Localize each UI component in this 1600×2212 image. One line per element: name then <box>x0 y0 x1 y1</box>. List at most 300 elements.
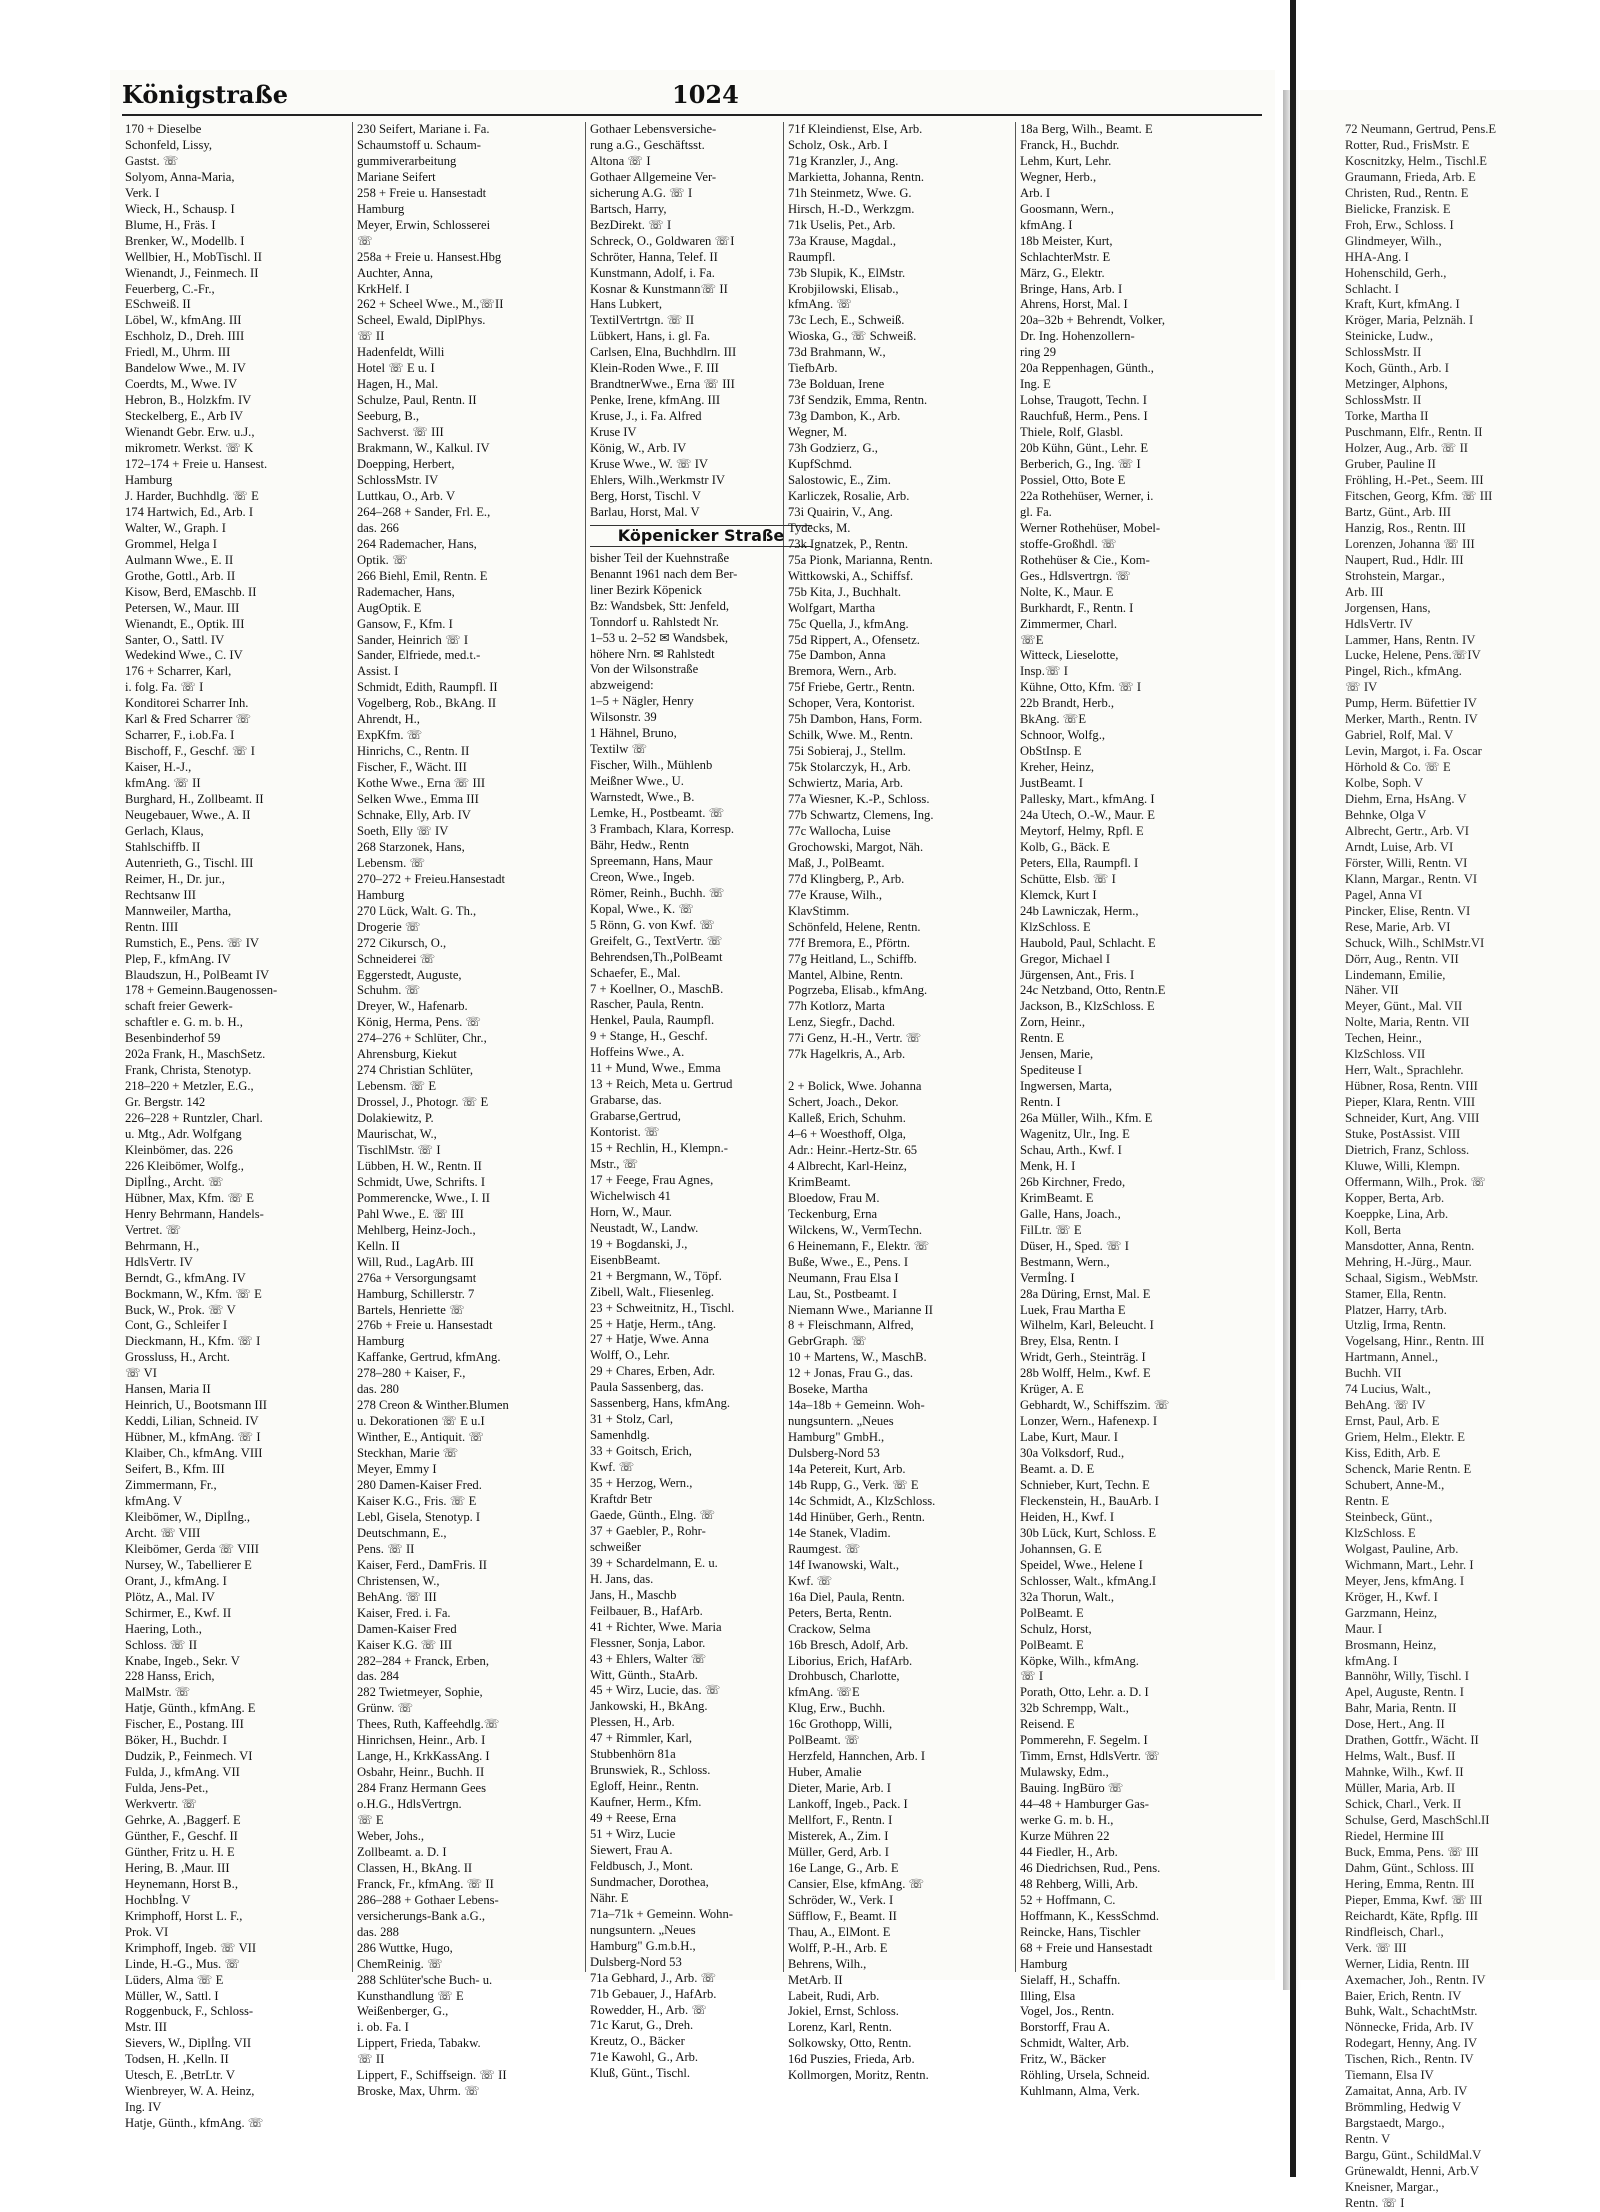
directory-entry: Wieck, H., Schausp. I <box>125 201 235 216</box>
directory-entry: 13 + Reich, Meta u. Gertrud <box>590 1077 733 1092</box>
directory-entry: Raumgest. ☏ <box>788 1541 861 1556</box>
directory-entry: Textilw ☏ <box>590 742 648 757</box>
directory-entry: Pommerencke, Wwe., I. II <box>357 1190 491 1205</box>
directory-entry: nungsuntern. „Neues <box>788 1414 894 1429</box>
directory-entry: TextilVertrtgn. ☏ II <box>590 313 695 328</box>
directory-entry: Hansen, Maria II <box>125 1382 211 1397</box>
directory-entry: Hohenschild, Gerh., <box>1345 265 1447 280</box>
directory-entry: Adr.: Heinr.-Hertz-Str. 65 <box>788 1143 918 1157</box>
directory-entry: Beamt. a. D. E <box>1020 1462 1095 1477</box>
directory-entry: 17 + Feege, Frau Agnes, <box>590 1172 714 1187</box>
directory-column-5 <box>1020 122 1242 2100</box>
directory-entry: GebrGraph. ☏ <box>788 1334 867 1349</box>
directory-entry: Plessen, H., Arb. <box>590 1715 675 1730</box>
directory-entry: Klaiber, Ch., kfmAng. VIII <box>125 1446 263 1461</box>
directory-entry: Hans Lubkert, <box>590 297 663 312</box>
directory-entry: Schulze, Paul, Rentn. II <box>357 393 477 408</box>
directory-entry: o.H.G., HdlsVertrgn. <box>357 1797 462 1812</box>
directory-entry: Schlacht. I <box>1345 281 1399 296</box>
directory-entry: Grothe, Gottl., Arb. II <box>125 568 236 583</box>
directory-entry: Diehm, Erna, HsAng. V <box>1345 792 1467 807</box>
directory-entry: Lorenzen, Johanna ☏ III <box>1345 536 1475 551</box>
directory-entry: Köpke, Wilh., kfmAng. <box>1020 1653 1139 1668</box>
directory-entry: Fritz, W., Bäcker <box>1020 2052 1106 2067</box>
directory-entry: Selken Wwe., Emma III <box>357 792 479 807</box>
directory-entry: abzweigend: <box>590 678 654 693</box>
directory-entry: König, W., Arb. IV <box>590 441 687 456</box>
directory-entry: Seeburg, B., <box>357 409 420 424</box>
directory-entry: Koscnitzky, Helm., Tischl.E <box>1345 153 1487 168</box>
directory-entry: 262 + Scheel Wwe., M.,☏II <box>357 297 504 312</box>
directory-entry: Fröhling, H.-Pet., Seem. III <box>1345 472 1484 487</box>
directory-entry: 51 + Wirz, Lucie <box>590 1827 676 1842</box>
directory-entry: Dieter, Marie, Arb. I <box>788 1781 892 1796</box>
directory-entry: Thau, A., ElMont. E <box>788 1924 891 1939</box>
directory-entry: Feldbusch, J., Mont. <box>590 1858 693 1873</box>
directory-entry: Bischoff, F., Geschf. ☏ I <box>125 744 255 759</box>
directory-entry: Walter, W., Graph. I <box>125 520 226 535</box>
directory-entry: Schirmer, E., Kwf. II <box>125 1605 232 1620</box>
directory-entry: Lippert, F., Schiffseign. ☏ II <box>357 2068 507 2083</box>
directory-entry: ExpKfm. ☏ <box>357 728 423 743</box>
directory-entry: 1 Hähnel, Bruno, <box>590 726 677 741</box>
directory-entry: Grabarse, das. <box>590 1093 662 1108</box>
directory-entry: Müller, W., Sattl. I <box>125 1988 219 2003</box>
directory-entry: Steinicke, Ludw., <box>1345 329 1434 344</box>
directory-entry: Behrendsen,Th.,PolBeamt <box>590 949 723 964</box>
directory-entry: 77b Schwartz, Clemens, Ing. <box>788 807 934 822</box>
directory-entry: BezDirekt. ☏ I <box>590 217 672 232</box>
directory-entry: 73c Lech, E., Schweiß. <box>788 313 905 328</box>
directory-entry: kfmAng. I <box>1020 217 1073 232</box>
directory-entry: Gr. Bergstr. 142 <box>125 1095 206 1110</box>
directory-entry: Rowedder, H., Arb. ☏ <box>590 2002 708 2017</box>
directory-entry: Löbel, W., kfmAng. III <box>125 313 242 328</box>
directory-entry: Tydecks, M. <box>788 520 851 535</box>
directory-entry: 9 + Stange, H., Geschf. <box>590 1029 708 1044</box>
directory-entry: Menk, H. I <box>1020 1158 1076 1173</box>
directory-entry: Kröger, Maria, Pelznäh. I <box>1345 313 1474 328</box>
directory-entry: Kontorist. ☏ <box>590 1125 660 1140</box>
directory-entry: 18a Berg, Wilh., Beamt. E <box>1020 122 1153 136</box>
directory-entry: Neustadt, W., Landw. <box>590 1220 699 1235</box>
directory-entry: Glindmeyer, Wilh., <box>1345 233 1442 248</box>
directory-entry: Dolakiewitz, P. <box>357 1111 434 1126</box>
directory-entry: HHA-Ang. I <box>1345 249 1409 264</box>
directory-entry: Lankoff, Ingeb., Pack. I <box>788 1797 908 1812</box>
directory-entry: Sander, Elfriede, med.t.- <box>357 648 481 663</box>
directory-entry: ESchweiß. II <box>125 297 191 312</box>
directory-entry: Soeth, Elly ☏ IV <box>357 823 449 838</box>
directory-entry: 37 + Gaebler, P., Rohr- <box>590 1523 706 1538</box>
directory-entry: Hörhold & Co. ☏ E <box>1345 760 1451 775</box>
directory-entry: Cansier, Else, kfmAng. ☏ <box>788 1876 925 1891</box>
directory-entry: Riedel, Hermine III <box>1345 1828 1444 1843</box>
directory-entry: Hamburg <box>1020 1956 1068 1971</box>
directory-entry: BehAng. ☏ IV <box>1345 1398 1426 1413</box>
directory-entry: Rentn. ☏ I <box>1345 2195 1405 2210</box>
directory-entry: Neumann, Frau Elsa I <box>788 1270 899 1285</box>
directory-entry: Heynemann, Horst B., <box>125 1876 238 1891</box>
directory-entry: Plep, F., kfmAng. IV <box>125 951 231 966</box>
directory-entry: Sundmacher, Dorothea, <box>590 1874 709 1889</box>
directory-entry: Dudzik, P., Feinmech. VI <box>125 1749 253 1764</box>
directory-entry: 71c Karut, G., Dreh. <box>590 2018 694 2033</box>
directory-entry: 7 + Koellner, O., MaschB. <box>590 981 724 996</box>
directory-entry: Stuke, PostAssist. VIII <box>1345 1127 1461 1142</box>
directory-entry: Strohstein, Margar., <box>1345 568 1445 583</box>
directory-entry: Kleibömer, W., Diplİng., <box>125 1509 251 1524</box>
directory-entry: Mansdotter, Anna, Rentn. <box>1345 1238 1475 1253</box>
directory-entry: 264 Rademacher, Hans, <box>357 536 477 551</box>
directory-entry: Lemke, H., Postbeamt. ☏ <box>590 806 725 821</box>
directory-entry: 226 Kleibömer, Wolfg., <box>125 1158 244 1173</box>
directory-entry: Solkowsky, Otto, Rentn. <box>788 2036 912 2051</box>
directory-entry: 178 + Gemeinn.Baugenossen- <box>125 983 278 998</box>
directory-entry: 280 Damen-Kaiser Fred. <box>357 1478 482 1493</box>
directory-entry: Schick, Charl., Verk. II <box>1345 1797 1462 1812</box>
directory-entry: Torke, Martha II <box>1345 409 1429 424</box>
directory-entry: Buck, W., Prok. ☏ V <box>125 1302 236 1317</box>
directory-entry: 278–280 + Kaiser, F., <box>357 1366 466 1381</box>
directory-entry: Lau, St., Postbeamt. I <box>788 1286 897 1301</box>
directory-entry: Huber, Amalie <box>788 1765 862 1780</box>
directory-entry: 32b Schrempp, Walt., <box>1020 1701 1129 1716</box>
directory-entry: Steckhan, Marie ☏ <box>357 1446 459 1461</box>
directory-entry: Kwf. ☏ <box>590 1460 635 1475</box>
directory-entry: KrimBeamt. E <box>1020 1190 1094 1205</box>
directory-entry: FilLtr. ☏ E <box>1020 1222 1082 1237</box>
directory-entry: KrkHelf. I <box>357 281 410 296</box>
directory-entry: Wolff, P.-H., Arb. E <box>788 1940 888 1955</box>
directory-entry: Lehm, Kurt, Lehr. <box>1020 153 1112 168</box>
directory-entry: Bartsch, Harry, <box>590 201 667 216</box>
directory-entry: Axemacher, Joh., Rentn. IV <box>1345 1972 1486 1987</box>
directory-entry: PolBeamt. E <box>1020 1637 1084 1652</box>
directory-entry: Buchh. VII <box>1345 1366 1402 1381</box>
directory-entry: Wedekind Wwe., C. IV <box>125 648 243 663</box>
directory-entry: Kollmorgen, Moritz, Rentn. <box>788 2068 929 2083</box>
directory-entry: 24b Lawniczak, Herm., <box>1020 903 1139 918</box>
directory-entry: Hatje, Günth., kfmAng. ☏ <box>125 2116 264 2131</box>
directory-entry: 44 Fiedler, H., Arb. <box>1020 1844 1118 1859</box>
directory-entry: 6 Heinemann, F., Elektr. ☏ <box>788 1238 930 1253</box>
directory-entry: Mulawsky, Edm., <box>1020 1765 1109 1780</box>
directory-entry: HdlsVertr. IV <box>1345 616 1413 631</box>
directory-entry: stoffe-Großhdl. ☏ <box>1020 536 1117 551</box>
directory-entry: kfmAng. I <box>1345 1653 1398 1668</box>
directory-entry: gummiverarbeitung <box>357 153 457 168</box>
directory-entry: Pieper, Klara, Rentn. VIII <box>1345 1095 1476 1110</box>
directory-entry: Johannsen, G. E <box>1020 1541 1102 1556</box>
directory-entry: Wolff, O., Lehr. <box>590 1348 670 1363</box>
directory-entry: Steinbeck, Günt., <box>1345 1509 1433 1524</box>
directory-entry: Misterek, A., Zim. I <box>788 1828 889 1843</box>
directory-entry: BrandtnerWwe., Erna ☏ III <box>590 377 735 392</box>
directory-entry: Witt, Günth., StaArb. <box>590 1667 698 1682</box>
directory-entry: PolBeamt. E <box>1020 1605 1084 1620</box>
directory-entry: Kiss, Edith, Arb. E <box>1345 1446 1441 1461</box>
directory-entry: 2 + Bolick, Wwe. Johanna <box>788 1079 922 1094</box>
directory-entry: Kraft, Kurt, kfmAng. I <box>1345 297 1460 312</box>
directory-entry: Thiele, Rolf, Glasbl. <box>1020 425 1124 440</box>
directory-entry: Meyer, Erwin, Schlosserei <box>357 217 491 232</box>
directory-entry: Solyom, Anna-Maria, <box>125 169 235 184</box>
directory-entry: sicherung A.G. ☏ I <box>590 185 693 200</box>
directory-entry: liner Bezirk Köpenick <box>590 582 702 597</box>
directory-entry: Näher. VII <box>1345 983 1399 998</box>
directory-entry: Sassenberg, Hans, kfmAng. <box>590 1396 731 1411</box>
directory-entry: 14a Petereit, Kurt, Arb. <box>788 1462 906 1477</box>
directory-entry: Aulmann Wwe., E. II <box>125 552 234 567</box>
directory-entry: 16a Diel, Paula, Rentn. <box>788 1589 905 1604</box>
directory-entry: Archt. ☏ VIII <box>125 1525 201 1540</box>
directory-entry: Kaffanke, Gertrud, kfmAng. <box>357 1350 501 1365</box>
directory-entry: 14f Iwanowski, Walt., <box>788 1557 900 1572</box>
directory-entry: Raumpfl. <box>788 249 836 264</box>
directory-entry: Mahnke, Wilh., Kwf. II <box>1345 1765 1464 1780</box>
directory-entry: Peters, Berta, Rentn. <box>788 1605 892 1620</box>
directory-entry: Hamburg, Schillerstr. 7 <box>357 1286 475 1301</box>
directory-entry: Linde, H.-G., Mus. ☏ <box>125 1956 241 1971</box>
directory-entry: Pump, Herm. Büfettier IV <box>1345 696 1477 711</box>
directory-entry: Henkel, Paula, Raumpfl. <box>590 1013 715 1028</box>
directory-entry: Pingel, Rich., kfmAng. <box>1345 664 1462 679</box>
directory-entry: Diplİng., Archt. ☏ <box>125 1174 224 1189</box>
column-rule <box>352 122 353 1972</box>
directory-entry: Ahrensburg, Kiekut <box>357 1047 457 1062</box>
directory-entry: Insp.☏ I <box>1020 664 1068 679</box>
directory-entry: Kosnar & Kunstmann☏ II <box>590 281 728 296</box>
directory-entry: Zibell, Walt., Fliesenleg. <box>590 1284 714 1299</box>
directory-entry: Vogel, Jos., Rentn. <box>1020 2004 1115 2019</box>
directory-entry: 77e Krause, Wilh., <box>788 887 883 902</box>
directory-entry: Hebron, B., Holzkfm. IV <box>125 393 252 408</box>
directory-entry: Günther, F., Geschf. II <box>125 1828 238 1843</box>
directory-entry: Franck, H., Buchdr. <box>1020 137 1120 152</box>
directory-entry: Flessner, Sonja, Labor. <box>590 1635 706 1650</box>
directory-entry: Hochbİng. V <box>125 1892 191 1907</box>
directory-entry: 278 Creon & Winther.Blumen <box>357 1398 509 1413</box>
directory-entry: Gaede, Günth., Elng. ☏ <box>590 1507 716 1522</box>
directory-entry: 77i Genz, H.-H., Vertr. ☏ <box>788 1031 922 1046</box>
directory-entry: Fischer, Wilh., Mühlenb <box>590 758 713 773</box>
directory-entry: 72 Neumann, Gertrud, Pens.E <box>1345 122 1497 136</box>
directory-entry: Spreemann, Hans, Maur <box>590 853 713 868</box>
directory-entry: Kaiser K.G. ☏ III <box>357 1637 453 1652</box>
directory-entry: 75b Kita, J., Buchhalt. <box>788 584 901 599</box>
directory-entry: 14e Stanek, Vladim. <box>788 1525 891 1540</box>
directory-entry: Scharrer, F., i.ob.Fa. I <box>125 728 235 743</box>
directory-entry: Arb. III <box>1345 584 1384 599</box>
directory-entry: 286–288 + Gothaer Lebens- <box>357 1892 499 1907</box>
directory-entry: Kruse, J., i. Fa. Alfred <box>590 409 702 424</box>
directory-entry: Zimmermann, Fr., <box>125 1478 217 1493</box>
directory-entry: Gothaer Allgemeine Ver- <box>590 169 717 184</box>
directory-entry: Benannt 1961 nach dem Ber- <box>590 566 738 581</box>
directory-entry: Heinrich, U., Bootsmann III <box>125 1398 267 1413</box>
directory-entry: 286 Wuttke, Hugo, <box>357 1940 453 1955</box>
directory-entry: Hübner, M., kfmAng. ☏ I <box>125 1430 261 1445</box>
directory-entry: 23 + Schweitnitz, H., Tischl. <box>590 1300 735 1315</box>
directory-entry: Friedl, M., Uhrm. III <box>125 345 231 360</box>
directory-entry: Seifert, B., Kfm. III <box>125 1462 225 1477</box>
directory-entry: Schuck, Wilh., SchlMstr.VI <box>1345 935 1485 950</box>
directory-entry: Bandelow Wwe., M. IV <box>125 361 246 376</box>
directory-entry: Eschholz, D., Dreh. IIII <box>125 329 245 344</box>
directory-entry: ☏ IV <box>1345 680 1378 695</box>
directory-entry: Mstr. III <box>125 2020 167 2035</box>
directory-entry: 268 Starzonek, Hans, <box>357 839 465 854</box>
directory-entry: Schwiertz, Maria, Arb. <box>788 776 904 791</box>
directory-entry: Verk. ☏ III <box>1345 1940 1407 1955</box>
directory-entry: Vertret. ☏ <box>125 1222 182 1237</box>
directory-entry: Buhk, Walt., SchachtMstr. <box>1345 2004 1478 2019</box>
directory-entry: Spediteuse I <box>1020 1063 1082 1078</box>
directory-entry: 73b Slupik, K., ElMstr. <box>788 265 906 280</box>
directory-entry: Wagenitz, Ulr., Ing. E <box>1020 1127 1130 1142</box>
directory-entry: Bloedow, Frau M. <box>788 1190 880 1205</box>
directory-entry: 226–228 + Runtzler, Charl. <box>125 1111 263 1126</box>
directory-entry: Reichardt, Käte, Rpflg. III <box>1345 1908 1478 1923</box>
directory-entry: Drathen, Gottfr., Wächt. II <box>1345 1733 1479 1748</box>
directory-entry: Gerlach, Klaus, <box>125 823 204 838</box>
directory-entry: Heiden, H., Kwf. I <box>1020 1509 1115 1524</box>
directory-entry: Kreher, Heinz, <box>1020 760 1094 775</box>
directory-entry: Nönnecke, Frida, Arb. IV <box>1345 2020 1474 2035</box>
directory-entry: Speidel, Wwe., Helene I <box>1020 1557 1143 1572</box>
directory-entry: Schnake, Elly, Arb. IV <box>357 807 471 822</box>
directory-entry: Dieckmann, H., Kfm. ☏ I <box>125 1334 261 1349</box>
directory-entry: Burkhardt, F., Rentn. I <box>1020 600 1134 615</box>
directory-entry: Klug, Erw., Buchh. <box>788 1701 886 1716</box>
directory-entry: Rentn. E <box>1345 1493 1390 1508</box>
directory-entry: 1–53 u. 2–52 ✉ Wandsbek, <box>590 630 729 645</box>
directory-entry: Bartz, Günt., Arb. III <box>1345 504 1451 519</box>
directory-entry: 30b Lück, Kurt, Schloss. E <box>1020 1525 1157 1540</box>
directory-entry: 270–272 + Freieu.Hansestadt <box>357 871 506 886</box>
directory-entry: Maß, J., PolBeamt. <box>788 855 885 870</box>
directory-entry: Goosmann, Wern., <box>1020 201 1114 216</box>
running-head-street: Königstraße <box>122 80 288 109</box>
directory-entry: Optik. ☏ <box>357 552 408 567</box>
directory-entry: i. ob. Fa. I <box>357 2020 409 2035</box>
directory-entry: BkAng. ☏E <box>1020 712 1087 727</box>
directory-entry: PolBeamt. ☏ <box>788 1733 860 1748</box>
directory-entry: Schilk, Wwe. M., Rentn. <box>788 728 913 743</box>
directory-entry: Schönfeld, Helene, Rentn. <box>788 919 921 934</box>
directory-entry: KlzSchloss. E <box>1020 919 1091 934</box>
directory-entry: Keddi, Lilian, Schneid. IV <box>125 1414 259 1429</box>
directory-entry: Dörr, Aug., Rentn. VII <box>1345 951 1459 966</box>
directory-entry: Greifelt, G., TextVertr. ☏ <box>590 933 723 948</box>
directory-entry: Böker, H., Buchdr. I <box>125 1733 227 1748</box>
directory-entry: Altona ☏ I <box>590 153 651 168</box>
directory-entry: Hübner, Max, Kfm. ☏ E <box>125 1190 254 1205</box>
directory-entry: Kunsthandlung ☏ E <box>357 1988 464 2003</box>
directory-entry: 16c Grothopp, Willi, <box>788 1717 893 1732</box>
directory-entry: Wienandt, J., Feinmech. II <box>125 265 259 280</box>
directory-entry: Jankowski, H., BkAng. <box>590 1699 708 1714</box>
directory-entry: ☏ II <box>357 329 385 344</box>
directory-entry: Schubert, Anne-M., <box>1345 1478 1445 1493</box>
page-number: 1024 <box>672 80 739 109</box>
directory-entry: 43 + Ehlers, Walter ☏ <box>590 1651 707 1666</box>
directory-entry: HdlsVertr. IV <box>125 1254 193 1269</box>
directory-entry: Kruse IV <box>590 425 637 440</box>
directory-entry: Kwf. ☏ <box>788 1573 833 1588</box>
directory-entry: Behrens, Wilh., <box>788 1956 867 1971</box>
directory-entry: Graumann, Frieda, Arb. E <box>1345 169 1476 184</box>
directory-entry: Kaufner, Herm., Kfm. <box>590 1795 702 1810</box>
directory-entry: Haering, Loth., <box>125 1621 202 1636</box>
directory-entry: Wichmann, Mart., Lehr. I <box>1345 1557 1474 1572</box>
directory-entry: das. 266 <box>357 520 399 535</box>
directory-entry: Bauing. IngBüro ☏ <box>1020 1781 1124 1796</box>
directory-entry: Lammer, Hans, Rentn. IV <box>1345 632 1476 647</box>
directory-entry: Wienandt Gebr. Erw. u.J., <box>125 425 255 440</box>
directory-entry: Hamburg <box>357 1334 405 1349</box>
directory-entry: 284 Franz Hermann Gees <box>357 1781 487 1796</box>
directory-entry: Offermann, Wilh., Prok. ☏ <box>1345 1174 1487 1189</box>
directory-entry: Kluß, Günt., Tischl. <box>590 2066 691 2081</box>
directory-entry: 276a + Versorgungsamt <box>357 1270 477 1285</box>
directory-entry: Bremora, Wern., Arb. <box>788 664 897 679</box>
directory-entry: Hatje, Günth., kfmAng. E <box>125 1701 256 1716</box>
directory-entry: Maur. I <box>1345 1621 1383 1636</box>
directory-entry: KrimBeamt. <box>788 1174 851 1189</box>
directory-entry: ObStInsp. E <box>1020 744 1082 759</box>
directory-entry: Vogelsang, Hinr., Rentn. III <box>1345 1334 1485 1349</box>
directory-entry: 77c Wallocha, Luise <box>788 823 891 838</box>
directory-entry: Teckenburg, Erna <box>788 1206 878 1221</box>
directory-entry: Pagel, Anna VI <box>1345 887 1423 902</box>
directory-entry: Sievers, W., Diplİng. VII <box>125 2036 252 2051</box>
directory-entry: Lonzer, Wern., Hafenexp. I <box>1020 1414 1158 1429</box>
directory-entry: Merker, Marth., Rentn. IV <box>1345 712 1478 727</box>
directory-entry: 282–284 + Franck, Erben, <box>357 1653 489 1668</box>
directory-entry: Hinrichs, C., Rentn. II <box>357 744 470 759</box>
directory-entry: 68 + Freie und Hansestadt <box>1020 1940 1153 1955</box>
directory-entry: Damen-Kaiser Fred <box>357 1621 457 1636</box>
directory-entry: Ges., Hdlsvertrgn. ☏ <box>1020 568 1132 583</box>
directory-entry: Grommel, Helga I <box>125 536 217 551</box>
directory-entry: schaftler e. G. m. b. H., <box>125 1015 243 1030</box>
header-rule <box>122 114 1262 116</box>
directory-entry: 172–174 + Freie u. Hansest. <box>125 457 268 472</box>
directory-entry: 170 + Dieselbe <box>125 122 202 136</box>
directory-entry: Coerdts, M., Wwe. IV <box>125 377 238 392</box>
directory-entry: Pens. ☏ II <box>357 1541 415 1556</box>
directory-entry: Fischer, F., Wächt. III <box>357 760 467 775</box>
directory-entry: H. Jans, das. <box>590 1571 654 1586</box>
directory-entry: 19 + Bogdanski, J., <box>590 1236 688 1251</box>
directory-entry: Buck, Emma, Pens. ☏ III <box>1345 1844 1479 1859</box>
directory-entry: Henry Behrmann, Handels- <box>125 1206 264 1221</box>
directory-entry: u. Mtg., Adr. Wolfgang <box>125 1127 242 1142</box>
directory-entry: Brenker, W., Modellb. I <box>125 233 245 248</box>
directory-entry: Schonfeld, Lissy, <box>125 137 212 152</box>
directory-entry: Herr, Walt., Sprachlehr. <box>1345 1063 1464 1078</box>
directory-entry: Krimphoff, Horst L. F., <box>125 1908 243 1923</box>
directory-entry: Schoper, Vera, Kontorist. <box>788 696 915 711</box>
directory-entry: 22a Rothehüser, Werner, i. <box>1020 488 1154 503</box>
directory-entry: Lebensm. ☏ E <box>357 1079 437 1094</box>
directory-entry: Kalleß, Erich, Schuhm. <box>788 1111 906 1126</box>
directory-entry: 71b Gebauer, J., HafArb. <box>590 1986 717 2001</box>
directory-entry: Blume, H., Fräs. I <box>125 217 216 232</box>
directory-entry: Wienandt, E., Optik. III <box>125 616 245 631</box>
